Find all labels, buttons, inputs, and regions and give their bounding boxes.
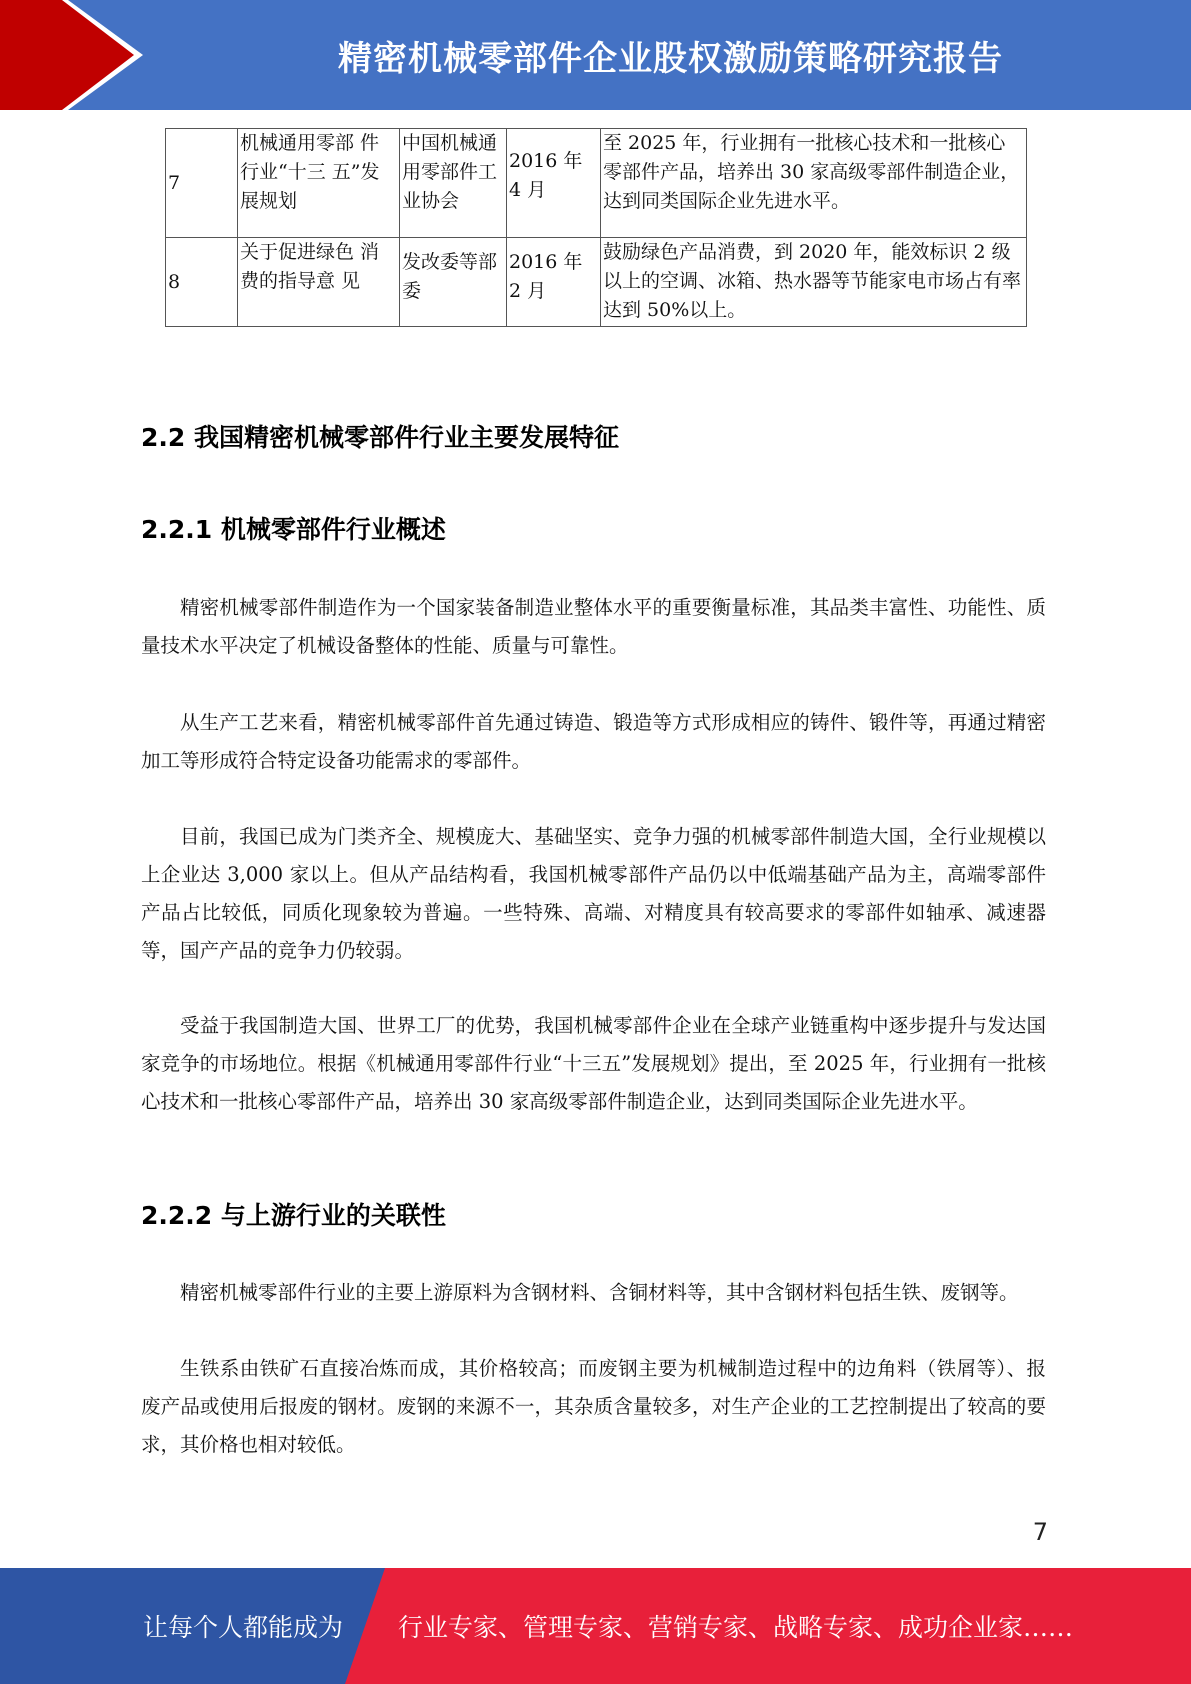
paragraph: 精密机械零部件行业的主要上游原料为含钢材料、含铜材料等，其中含钢材料包括生铁、废钢等。 <box>180 1281 1019 1304</box>
table-cell-content: 鼓励绿色产品消费，到 2020 年，能效标识 2 级以上的空调、冰箱、热水器等节能家电市场占有率达到 50%以上。 <box>601 238 1027 327</box>
paragraph: 受益于我国制造大国、世界工厂的优势，我国机械零部件企业在全球产业链重构中逐步提升与发达国家竞争的市场地位。根据《机械通用零部件行业“十三五”发展规划》提出，至 2025 年，行业拥有一批核心技术和一批核心零部件产品，培养出 30 家高级零部件制造企业，达到同类国际企业先进水平。 <box>141 1014 1046 1113</box>
section-heading: 2.2 我国精密机械零部件行业主要发展特征 <box>141 423 619 452</box>
page-number: 7 <box>1032 1518 1048 1546</box>
header-red-arrow <box>0 0 150 110</box>
footer-slogan-right: 行业专家、管理专家、营销专家、战略专家、成功企业家…… <box>398 1613 1074 1642</box>
page-header <box>0 0 1191 110</box>
paragraph: 精密机械零部件制造作为一个国家装备制造业整体水平的重要衡量标准，其品类丰富性、功能性、质量技术水平决定了机械设备整体的性能、质量与可靠性。 <box>141 596 1046 657</box>
table-cell-no: 7 <box>166 129 238 238</box>
paragraph: 生铁系由铁矿石直接冶炼而成，其价格较高；而废钢主要为机械制造过程中的边角料（铁屑等）、报废产品或使用后报废的钢材。废钢的来源不一，其杂质含量较多，对生产企业的工艺控制提出了较高的要求，其价格也相对较低。 <box>141 1357 1046 1456</box>
footer-slogan-left: 让每个人都能成为 <box>143 1613 344 1642</box>
table-row <box>166 238 1027 327</box>
paragraph: 从生产工艺来看，精密机械零部件首先通过铸造、锻造等方式形成相应的铸件、锻件等，再通过精密加工等形成符合特定设备功能需求的零部件。 <box>141 711 1046 772</box>
table-cell-no: 8 <box>166 238 238 327</box>
report-title: 精密机械零部件企业股权激励策略研究报告 <box>338 38 1003 79</box>
table-cell-name: 关于促进绿色 消费的指导意 见 <box>238 238 400 327</box>
table-cell-issuer: 中国机械通用零部件工业协会 <box>400 129 507 238</box>
table-cell-date: 2016 年 2 月 <box>507 238 601 327</box>
policy-table <box>165 128 1027 327</box>
table-cell-content: 至 2025 年，行业拥有一批核心技术和一批核心零部件产品，培养出 30 家高级零部件制造企业，达到同类国际企业先进水平。 <box>601 129 1027 238</box>
table-row <box>166 129 1027 238</box>
subsection-heading-overview: 2.2.1 机械零部件行业概述 <box>141 515 446 544</box>
table-cell-issuer: 发改委等部委 <box>400 238 507 327</box>
subsection-heading-upstream: 2.2.2 与上游行业的关联性 <box>141 1201 446 1230</box>
page-footer <box>0 1568 1191 1684</box>
paragraph: 目前，我国已成为门类齐全、规模庞大、基础坚实、竞争力强的机械零部件制造大国，全行业规模以上企业达 3,000 家以上。但从产品结构看，我国机械零部件产品仍以中低端基础产品为主，高端零部件产品占比较低，同质化现象较为普遍。一些特殊、高端、对精度具有较高要求的零部件如轴承、减速器等，国产产品的竞争力仍较弱。 <box>141 825 1046 962</box>
table-cell-date: 2016 年 4 月 <box>507 129 601 238</box>
table-cell-name: 机械通用零部 件行业“十三 五”发展规划 <box>238 129 400 238</box>
